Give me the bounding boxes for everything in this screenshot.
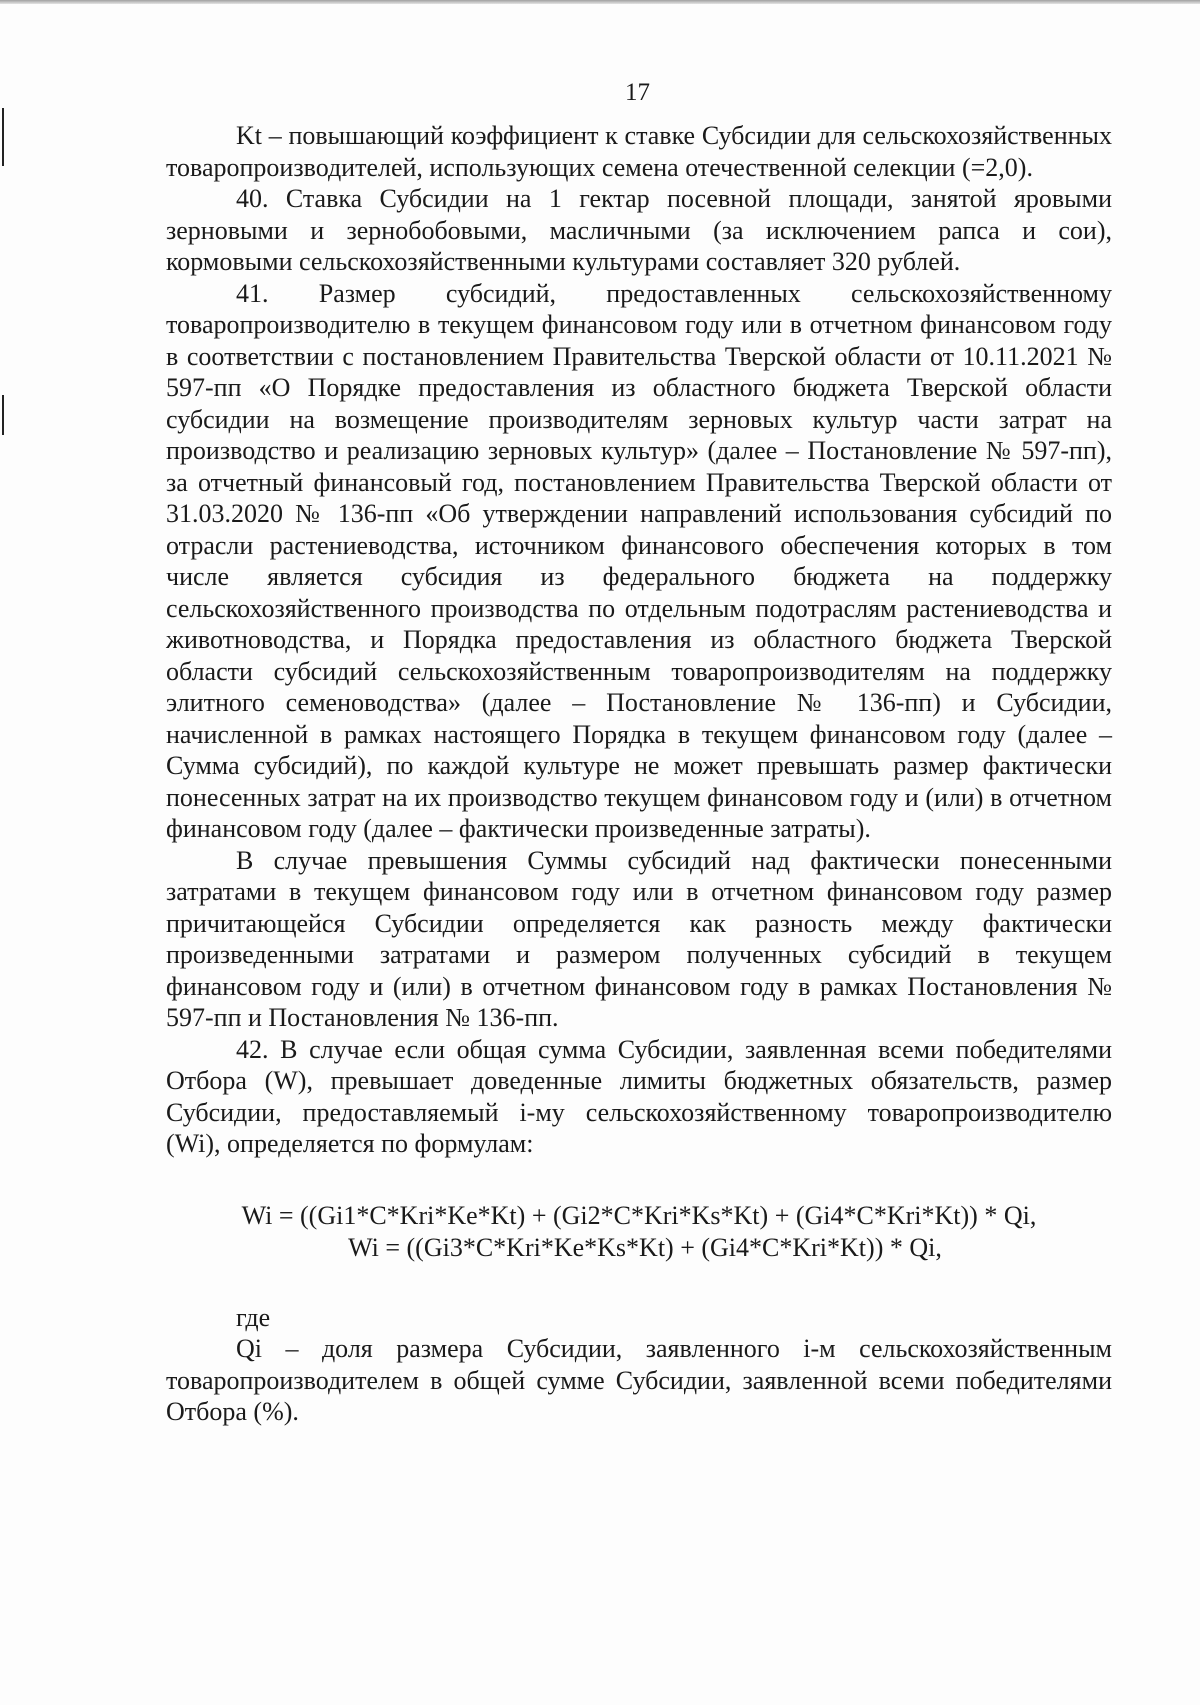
formula-block — [166, 1200, 1112, 1264]
paragraph-qi-definition: Qi – доля размера Субсидии, заявленного i-м сельскохозяйственным товаропроизводителем в общей сумме Субсидии, заявленной всеми победителями Отбора (%). — [166, 1334, 1112, 1426]
formula-1: Wi = ((Gi1*C*Kri*Ke*Kt) + (Gi2*C*Kri*Ks*Kt) + (Gi4*C*Kri*Kt)) * Qi, — [241, 1200, 1037, 1230]
scan-top-edge — [0, 0, 1200, 4]
page-number: 17 — [625, 79, 650, 106]
paragraph-41: 41. Размер субсидий, предоставленных сельскохозяйственному товаропроизводителю в текущем финансовом году или в отчетном финансовом году в соответствии с постановлением Правительства Тверской области от 10.11.2021 № 597-пп «О Порядке предоставления из областного бюджета Тверской области субсидии на возмещение производителям зерновых культур части затрат на производство и реализацию зерновых культур» (далее – Постановление № 597-пп), за отчетный финансовый год, постановлением Правительства Тверской области от 31.03.2020 № 136-пп «Об утверждении направлений использования субсидий по отрасли растениеводства, источником финансового обеспечения которых в том числе является субсидия из федерального бюджета на поддержку сельскохозяйственного производства по отдельным подотраслям растениеводства и животноводства, и Порядка предоставления из областного бюджета Тверской области субсидий сельскохозяйственным товаропроизводителям на поддержку элитного семеноводства» (далее – Постановление № 136-пп) и Субсидии, начисленной в рамках настоящего Порядка в текущем финансовом году (далее – Сумма субсидий), по каждой культуре не может превышать размер фактически понесенных затрат на их производство текущем финансовом году и (или) в отчетном финансовом году (далее – фактически произведенные затраты). — [166, 278, 1112, 843]
paragraph-kt-coefficient: Kt – повышающий коэффициент к ставке Субсидии для сельскохозяйственных товаропроизводителей, использующих семена отечественной селекции (=2,0). — [166, 121, 1112, 182]
document-body — [166, 120, 1112, 1428]
paragraph-excess-case: В случае превышения Суммы субсидий над фактически понесенными затратами в текущем финансовом году или в отчетном финансовом году размер причитающейся Субсидии определяется как разность между фактически произведенными затратами и размером полученных субсидий в текущем финансовом году и (или) в отчетном финансовом году в рамках Постановления № 597-пп и Постановления № 136-пп. — [166, 845, 1112, 1032]
paragraph-42: 42. В случае если общая сумма Субсидии, заявленная всеми победителями Отбора (W), превышает доведенные лимиты бюджетных обязательств, размер Субсидии, предоставляемый i-му сельскохозяйственному товаропроизводителю (Wi), определяется по формулам: — [166, 1034, 1112, 1158]
margin-mark — [2, 395, 4, 435]
formula-2: Wi = ((Gi3*C*Kri*Ke*Ks*Kt) + (Gi4*C*Kri*Kt)) * Qi, — [348, 1232, 942, 1262]
margin-mark — [2, 108, 4, 166]
where-label: где — [236, 1302, 271, 1332]
paragraph-40: 40. Ставка Субсидии на 1 гектар посевной площади, занятой яровыми зерновыми и зернобобовыми, масличными (за исключением рапса и сои), кормовыми сельскохозяйственными культурами составляет 320 рублей. — [166, 184, 1112, 276]
